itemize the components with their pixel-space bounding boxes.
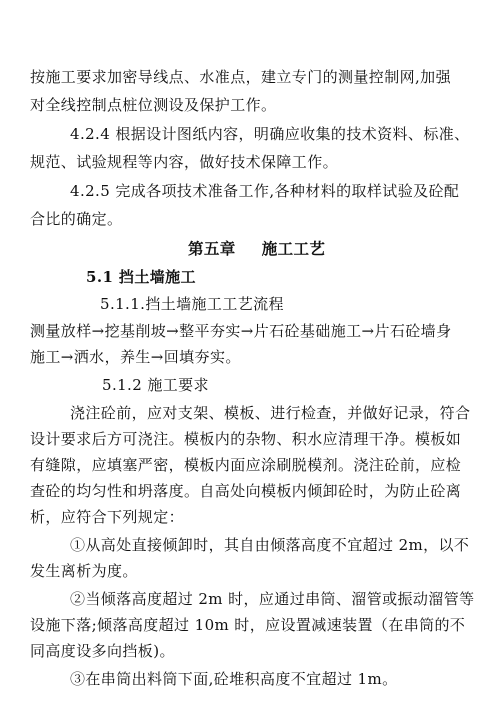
text-line: 规范、试验规程等内容，做好技术保障工作。 (30, 153, 339, 171)
list-item-3: ③在串筒出料筒下面,砼堆积高度不宜超过 1m。 (70, 670, 398, 688)
text-line: 查砼的均匀性和坍落度。自高处向模板内倾卸砼时，为防止砼离 (30, 482, 462, 500)
text-line: 设计要求后方可浇注。模板内的杂物、积水应清理干净。模板如 (30, 430, 462, 448)
text-line: 4.2.5 完成各项技术准备工作,各种材料的取样试验及砼配 (70, 182, 460, 200)
text-line: 同高度设多向挡板)。 (30, 642, 175, 660)
text-line: 施工→洒水，养生→回填夯实。 (30, 348, 241, 366)
subsection-heading: 5.1.1.挡土墙施工工艺流程 (100, 295, 284, 313)
text-line: 按施工要求加密导线点、水准点，建立专门的测量控制网,加强 (30, 68, 451, 86)
chapter-title: 施工工艺 (261, 239, 326, 258)
subsection-heading: 5.1.2 施工要求 (102, 376, 209, 394)
text-line: 析，应符合下列规定： (30, 508, 185, 526)
text-line: 发生离析为度。 (30, 562, 138, 580)
text-line: 合比的确定。 (30, 210, 123, 228)
list-item-1: ①从高处直接倾卸时，其自由倾落高度不宜超过 2m，以不 (70, 536, 470, 554)
text-line: 设施下落;倾落高度超过 10m 时，应设置减速装置（在串筒的不 (30, 616, 466, 634)
chapter-number: 第五章 (188, 239, 236, 258)
chapter-heading (188, 240, 325, 258)
text-line: 浇注砼前，应对支架、模板、进行检查，并做好记录，符合 (70, 404, 471, 422)
text-line: 对全线控制点桩位测设及保护工作。 (30, 96, 277, 114)
text-line: 有缝隙，应填塞严密，模板内面应涂刷脱模剂。浇注砼前，应检 (30, 456, 462, 474)
text-line: 4.2.4 根据设计图纸内容，明确应收集的技术资料、标准、 (70, 125, 470, 143)
text-line: 测量放样→挖基削坡→整平夯实→片石砼基础施工→片石砼墙身 (30, 322, 452, 340)
list-item-2: ②当倾落高度超过 2m 时，应通过串筒、溜管或振动溜管等 (70, 590, 475, 608)
section-heading: 5.1 挡土墙施工 (86, 268, 196, 286)
